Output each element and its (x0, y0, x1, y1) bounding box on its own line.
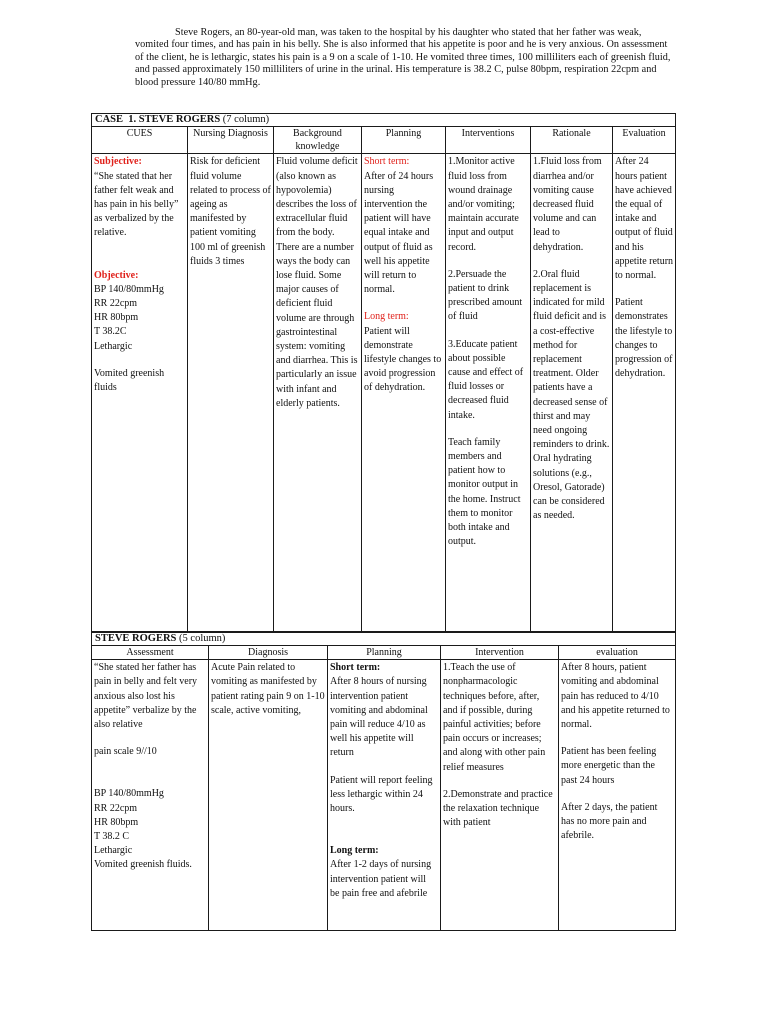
case1-cues-cell (92, 154, 188, 632)
objective-extra: Vomited greenish fluids (94, 367, 167, 394)
case2-header-planning: Planning (328, 646, 441, 660)
long-term-label: Long term: (330, 845, 379, 857)
case2-diagnosis-cell: Acute Pain related to vomiting as manifested by patient rating pain 9 on 1-10 scale, active vomiting, (209, 660, 328, 931)
case2-title (92, 633, 676, 646)
assessment-quote: “She stated her father has pain in belly and felt very anxious also lost his appetite” verbalize by the also relative (94, 662, 200, 731)
case1-table (91, 113, 676, 632)
case1-header-planning: Planning (362, 127, 446, 154)
rationale-item: 2.Oral fluid replacement is indicated for mild fluid deficit and is a cost-effective method for replacement treatment. Older patients have a decreased sense of thirst and may need ongoing reminders to drink. Oral hydrating solutions (e.g., Oresol, Gatorade) can be considered as needed. (533, 268, 612, 522)
case2-header-diagnosis: Diagnosis (209, 646, 328, 660)
long-term-text: After 1-2 days of nursing intervention patient will be pain free and afebrile (330, 859, 434, 899)
intervention-item: 2.Demonstrate and practice the relaxation technique with patient (443, 788, 556, 829)
evaluation-item: Patient demonstrates the lifestyle to changes to progression of dehydration. (615, 297, 675, 380)
evaluation-item: After 8 hours, patient vomiting and abdominal pain has reduced to 4/10 and his appetite returned to normal. (561, 662, 673, 731)
case2-table (91, 632, 676, 931)
case1-diagnosis-cell: Risk for deficient fluid volume related to process of ageing as manifested by patient vomiting 100 ml of greenish fluids 3 times (188, 154, 274, 632)
case1-header-background: Background knowledge (274, 127, 362, 154)
case2-title-note: (5 column) (176, 633, 226, 644)
objective-vitals: BP 140/80mmHg RR 22cpm HR 80bpm T 38.2C Lethargic (94, 283, 164, 352)
case1-header-cues: CUES (92, 127, 188, 154)
case1-header-evaluation: Evaluation (613, 127, 676, 154)
evaluation-item: After 2 days, the patient has no more pain and afebrile. (561, 801, 660, 842)
pain-scale: pain scale 9//10 (94, 746, 157, 758)
short-term-text: After of 24 hours nursing intervention the patient will have equal intake and output of fluid as well his appetite will return to normal. (364, 170, 436, 296)
case1-rationale-cell (531, 154, 613, 632)
case2-title-bold: STEVE ROGERS (95, 633, 177, 644)
objective-label: Objective: (94, 269, 139, 281)
case2-planning-cell (328, 660, 441, 931)
intervention-item: 3.Educate patient about possible cause and effect of fluid losses or decreased fluid intake. (448, 338, 526, 421)
long-term-text: Patient will demonstrate lifestyle changes to avoid progression of dehydration. (364, 325, 444, 394)
case2-intervention-cell (441, 660, 559, 931)
case2-header-evaluation: evaluation (559, 646, 676, 660)
subjective-text: “She stated that her father felt weak and has pain in his belly” as verbalized by the relative. (94, 170, 181, 239)
case1-planning-cell (362, 154, 446, 632)
long-term-label: Long term: (364, 311, 409, 323)
short-term-text: After 8 hours of nursing intervention patient vomiting and abdominal pain will reduce 4/10 as well his appetite will return (330, 676, 431, 759)
case2-header-intervention: Intervention (441, 646, 559, 660)
case2-header-assessment: Assessment (92, 646, 209, 660)
case1-evaluation-cell (613, 154, 676, 632)
short-term-extra: Patient will report feeling less lethargic within 24 hours. (330, 774, 435, 815)
evaluation-item: Patient has been feeling more energetic than the past 24 hours (561, 746, 659, 786)
intervention-item: 1.Monitor active fluid loss from wound drainage and/or vomiting; maintain accurate input and output record. (448, 156, 522, 253)
case2-assessment-cell (92, 660, 209, 931)
assessment-vitals: BP 140/80mmHg RR 22cpm HR 80bpm T 38.2 C Lethargic Vomited greenish fluids. (94, 788, 192, 871)
rationale-item: 1.Fluid loss from diarrhea and/or vomiting cause decreased fluid volume and can lead to dehydration. (533, 156, 605, 253)
case1-interventions-cell (446, 154, 531, 632)
evaluation-item: After 24 hours patient have achieved the equal of intake and output of fluid and his appetite return to normal. (615, 156, 676, 282)
case1-header-interventions: Interventions (446, 127, 531, 154)
subjective-label: Subjective: (94, 156, 142, 168)
intervention-item: 2.Persuade the patient to drink prescribed amount of fluid (448, 268, 525, 323)
intervention-item: Teach family members and patient how to monitor output in the home. Instruct them to monitor both intake and output. (448, 436, 523, 548)
case1-title-note: (7 column) (220, 114, 270, 125)
short-term-label: Short term: (364, 156, 410, 168)
case1-title (92, 114, 676, 127)
short-term-label: Short term: (330, 662, 381, 674)
intervention-item: 1.Teach the use of nonpharmacologic techniques before, after, and if possible, during painful activities; before pain occurs or increases; and along with other pain relief measures (443, 662, 548, 773)
case1-title-bold: CASE 1. STEVE ROGERS (95, 114, 221, 125)
case1-background-cell: Fluid volume deficit (also known as hypovolemia) describes the loss of extracellular fluid from the body. There are a number ways the body can lose fluid. Some major causes of deficient fluid volume are through gastrointestinal system: vomiting and diarrhea. This is particularly an issue with infant and elderly patients. (274, 154, 362, 632)
case1-header-rationale: Rationale (531, 127, 613, 154)
case2-evaluation-cell (559, 660, 676, 931)
case-narrative: Steve Rogers, an 80-year-old man, was taken to the hospital by his daughter who stated that her father was weak, vomited four times, and has pain in his belly. She is also informed that his appetite is poor and he is very anxious. On assessment of the client, he is lethargic, states his pain is a 9 on a scale of 1-10. He vomited three times, 100 milliliters each of greenish fluid, and passed approximately 150 milliliters of urine in the urinal. His temperature is 38.2 C, pulse 80bpm, respiration 22cpm and blood pressure 140/80 mmHg. (135, 27, 674, 88)
case1-header-diagnosis: Nursing Diagnosis (188, 127, 274, 154)
